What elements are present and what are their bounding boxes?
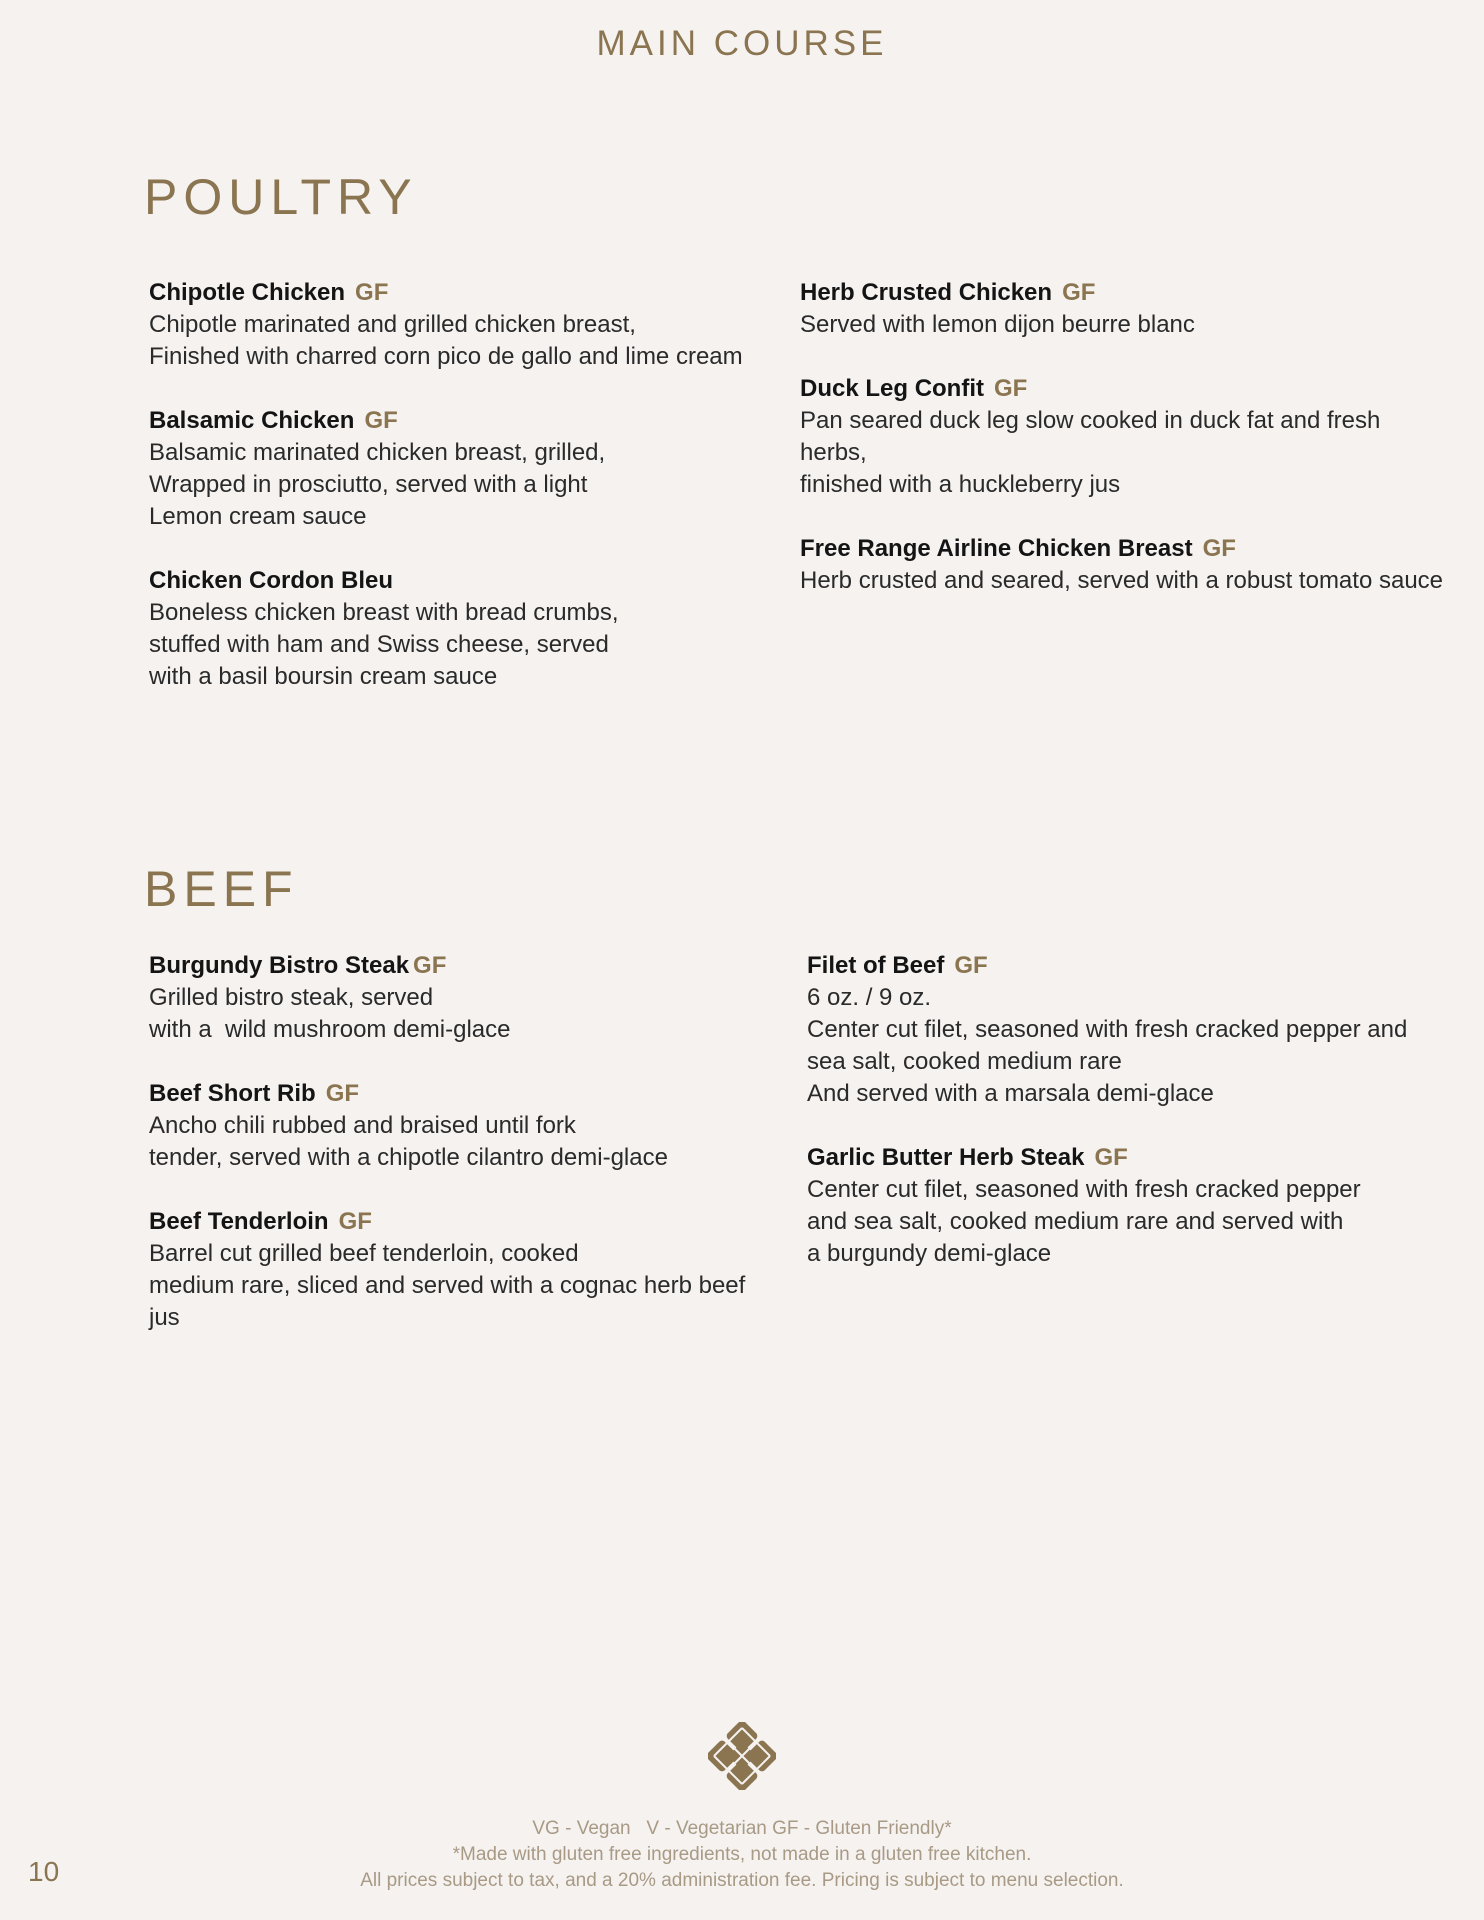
page-number: 10 <box>28 1856 60 1887</box>
menu-item <box>807 1142 1457 1270</box>
beef-column-right <box>807 950 1457 1302</box>
item-description: with a wild mushroom demi-glace <box>149 1016 511 1043</box>
menu-item <box>149 950 769 1046</box>
menu-item <box>149 405 749 533</box>
item-description: Center cut filet, seasoned with fresh cracked pepper and <box>807 1016 1408 1043</box>
item-name: Burgundy Bistro Steak <box>149 952 410 979</box>
item-name: Free Range Airline Chicken Breast <box>800 535 1193 562</box>
menu-item <box>800 533 1450 597</box>
section-title-beef: BEEF <box>144 861 299 917</box>
item-description: Balsamic marinated chicken breast, grilled, <box>149 439 606 466</box>
poultry-column-right <box>800 277 1450 629</box>
dietary-legend: VG - Vegan V - Vegetarian GF - Gluten Friendly* <box>532 1818 952 1839</box>
beef-column-left <box>149 950 769 1366</box>
item-description: stuffed with ham and Swiss cheese, served <box>149 631 609 658</box>
gf-badge: GF <box>1062 279 1096 306</box>
item-description: Boneless chicken breast with bread crumbs, <box>149 599 619 626</box>
item-description: Served with lemon dijon beurre blanc <box>800 311 1195 338</box>
menu-item <box>149 1078 769 1174</box>
item-description: Lemon cream sauce <box>149 503 367 530</box>
item-description: tender, served with a chipotle cilantro demi-glace <box>149 1144 668 1171</box>
gf-badge: GF <box>355 279 389 306</box>
item-description: and sea salt, cooked medium rare and served with <box>807 1208 1344 1235</box>
gf-badge: GF <box>994 375 1028 402</box>
footer <box>0 1816 1484 1894</box>
item-description: Finished with charred corn pico de gallo and lime cream <box>149 343 743 370</box>
item-name: Balsamic Chicken <box>149 407 355 434</box>
menu-item <box>149 1206 769 1334</box>
gf-badge: GF <box>1202 535 1236 562</box>
gf-badge: GF <box>1094 1144 1128 1171</box>
poultry-column-left <box>149 277 749 725</box>
item-name: Chicken Cordon Bleu <box>149 567 394 594</box>
pricing-note: All prices subject to tax, and a 20% administration fee. Pricing is subject to menu selection. <box>360 1870 1124 1891</box>
item-name: Garlic Butter Herb Steak <box>807 1144 1085 1171</box>
menu-item <box>149 277 749 373</box>
item-name: Chipotle Chicken <box>149 279 346 306</box>
item-description: Wrapped in prosciutto, served with a light <box>149 471 588 498</box>
item-description: finished with a huckleberry jus <box>800 471 1121 498</box>
gluten-note: *Made with gluten free ingredients, not made in a gluten free kitchen. <box>452 1844 1032 1865</box>
menu-item <box>807 950 1457 1110</box>
gf-badge: GF <box>364 407 398 434</box>
item-name: Beef Tenderloin <box>149 1208 329 1235</box>
gf-badge: GF <box>413 952 447 979</box>
celtic-knot-icon <box>708 1722 776 1790</box>
menu-item <box>800 277 1450 341</box>
gf-badge: GF <box>954 952 988 979</box>
item-description: Chipotle marinated and grilled chicken breast, <box>149 311 636 338</box>
item-description: Barrel cut grilled beef tenderloin, cooked <box>149 1240 579 1267</box>
item-description: a burgundy demi-glace <box>807 1240 1052 1267</box>
item-name: Duck Leg Confit <box>800 375 984 402</box>
section-title-poultry: POULTRY <box>144 169 418 225</box>
gf-badge: GF <box>325 1080 360 1107</box>
item-description: 6 oz. / 9 oz. <box>807 984 932 1011</box>
item-name: Herb Crusted Chicken <box>800 279 1053 306</box>
item-description: Ancho chili rubbed and braised until fork <box>149 1112 576 1139</box>
gf-badge: GF <box>338 1208 372 1235</box>
item-description: Grilled bistro steak, served <box>149 984 434 1011</box>
menu-item <box>149 565 749 693</box>
item-name: Beef Short Rib <box>149 1080 316 1107</box>
item-description: Center cut filet, seasoned with fresh cracked pepper <box>807 1176 1361 1203</box>
item-description: medium rare, sliced and served with a cognac herb beef jus <box>149 1272 746 1331</box>
page-title: MAIN COURSE <box>596 24 888 63</box>
item-description: with a basil boursin cream sauce <box>149 663 498 690</box>
menu-item <box>800 373 1450 501</box>
item-description: sea salt, cooked medium rare <box>807 1048 1122 1075</box>
item-name: Filet of Beef <box>807 952 945 979</box>
item-description: And served with a marsala demi-glace <box>807 1080 1214 1107</box>
item-description: Herb crusted and seared, served with a robust tomato sauce <box>800 567 1444 594</box>
item-description: Pan seared duck leg slow cooked in duck fat and fresh herbs, <box>800 407 1381 466</box>
